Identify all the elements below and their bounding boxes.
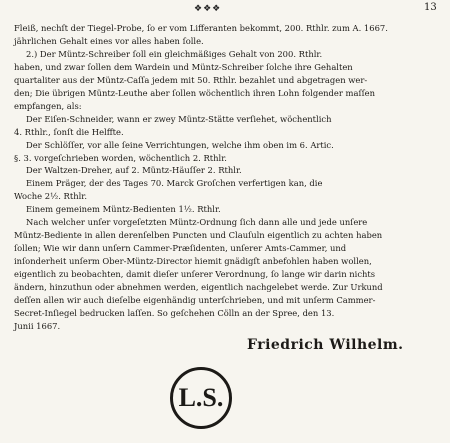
seal-stamp [170, 367, 232, 429]
text-line: Der Waltzen-Dreher, auf 2. Müntz-Häuſſer 2. Rthlr. [26, 165, 242, 176]
text-line: Fleiß, nechſt der Tiegel-Probe, ſo er vom Lifferanten bekommt, 200. Rthlr. zum A. 1667. [14, 23, 388, 33]
signature: Friedrich Wilhelm. [247, 337, 404, 353]
seal-text: L.S. [178, 383, 224, 412]
text-line: inſonderheit unſerm Ober-Müntz-Director hiemit gnädigſt anbefohlen haben wollen, [14, 256, 372, 267]
text-line: Woche 2½. Rthlr. [14, 191, 88, 202]
document-body [14, 22, 438, 333]
text-line: eigentlich zu beobachten, damit dieſer unſerer Verordnung, ſo lange wir darin nichts [14, 269, 376, 280]
text-line: Der Schlöſſer, vor alle ſeine Verrichtungen, welche ihm oben im 6. Artic. [26, 139, 334, 150]
text-line: den; Die übrigen Müntz-Leuthe aber ſollen wöchentlich ihren Lohn folgender maſſen [14, 87, 376, 98]
text-line: 4. Rthlr., ſonſt die Helffte. [14, 126, 124, 137]
text-line: ändern, hinzuthun oder abnehmen werden, eigentlich nachgelebet werde. Zur Urkund [14, 282, 383, 293]
text-line: Secret-Inſiegel bedrucken laſſen. So geſchehen Cölln an der Spree, den 13. [14, 307, 335, 318]
text-line: 2.) Der Müntz-Schreiber ſoll ein gleichmäßiges Gehalt von 200. Rthlr. [26, 48, 323, 59]
text-line: Nach welcher unſer vorgeſetzten Müntz-Ordnung ſich dann alle und jede unſere [26, 217, 368, 228]
text-line: haben, und zwar ſollen dem Wardein und Müntz-Schreiber ſolche ihre Gehalten [14, 61, 353, 72]
text-line: deſſen allen wir auch dieſelbe eigenhändig unterſchrieben, und mit unſerm Cammer- [14, 295, 376, 306]
text-line: Der Eiſen-Schneider, wann er zwey Müntz-Stätte verſiehet, wöchentlich [26, 113, 332, 124]
page-number: 13 [424, 2, 437, 13]
text-line: quartaliter aus der Müntz-Caſſa jedem mit 50. Rthlr. bezahlet und abgetragen wer- [14, 74, 368, 85]
text-line: Junii 1667. [14, 320, 61, 331]
text-line: Einem Präger, der des Tages 70. Marck Groſchen verfertigen kan, die [26, 178, 323, 189]
text-line: Einem gemeinem Müntz-Bedienten 1½. Rthlr. [26, 204, 221, 215]
text-line: jährlichen Gehalt eines vor alles haben ſolle. [14, 35, 204, 46]
text-line: Müntz-Bediente in allen derenſelben Puncten und Clauſuln eigentlich zu achten haben [14, 230, 383, 241]
text-line: §. 3. vorgeſchrieben worden, wöchentlich 2. Rthlr. [14, 152, 227, 163]
header-ornament: ❖❖❖ [194, 4, 222, 14]
text-line: empfangen, als: [14, 100, 82, 111]
text-line: ſollen; Wie wir dann unſern Cammer-Præſidenten, unſerer Amts-Cammer, und [14, 243, 347, 254]
